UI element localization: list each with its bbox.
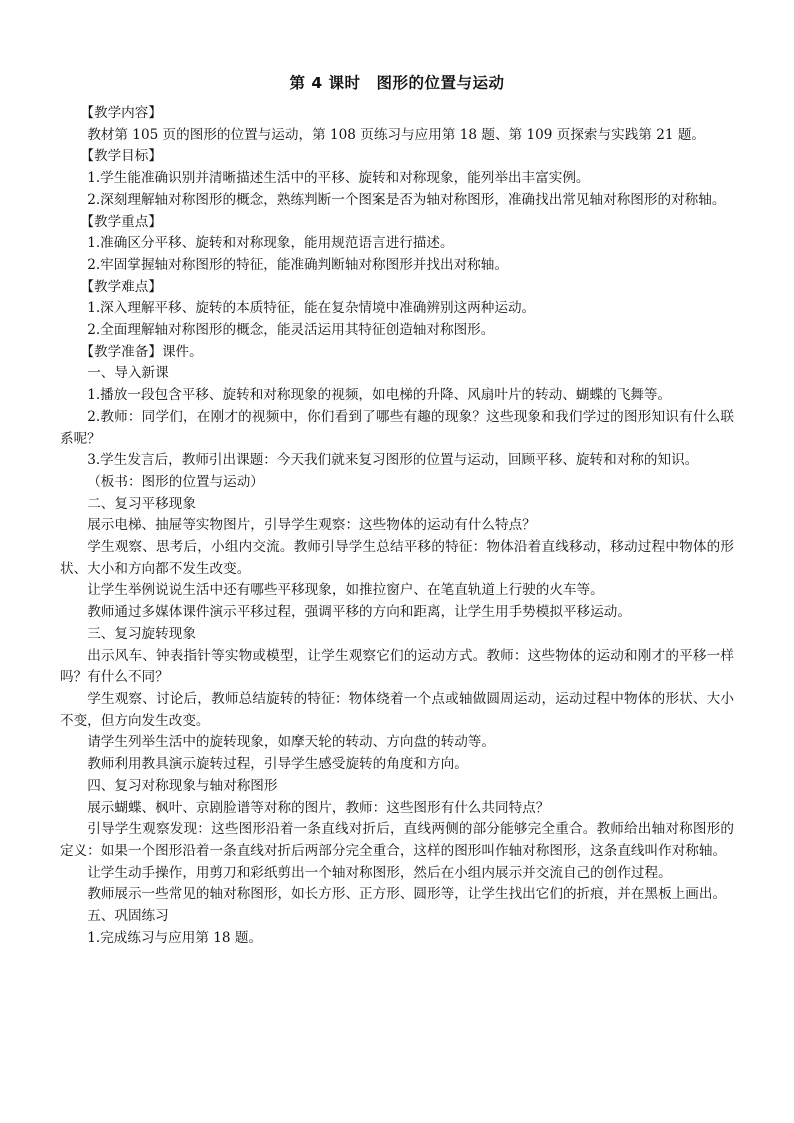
paragraph: 让学生举例说说生活中还有哪些平移现象，如推拉窗户、在笔直轨道上行驶的火车等。 xyxy=(87,582,604,599)
paragraph: （板书：图形的位置与运动） xyxy=(87,473,264,490)
paragraph: 1.深入理解平移、旋转的本质特征，能在复杂情境中准确辨别这两种运动。 xyxy=(87,300,536,317)
document-body xyxy=(60,103,734,949)
paragraph: 2.教师：同学们，在刚才的视频中，你们看到了哪些有趣的现象？这些现象和我们学过的图形知识有什么联系呢？ xyxy=(60,408,734,447)
section-heading: 四、复习对称现象与轴对称图形 xyxy=(87,777,278,794)
paragraph: 请学生列举生活中的旋转现象，如摩天轮的转动、方向盘的转动等。 xyxy=(87,734,495,751)
paragraph: 1.准确区分平移、旋转和对称现象，能用规范语言进行描述。 xyxy=(87,235,454,252)
section-heading: 二、复习平移现象 xyxy=(87,495,196,512)
paragraph: 2.深刻理解轴对称图形的概念，熟练判断一个图案是否为轴对称图形，准确找出常见轴对称图形的对称轴。 xyxy=(87,191,726,208)
paragraph: 教师通过多媒体课件演示平移过程，强调平移的方向和距离，让学生用手势模拟平移运动。 xyxy=(87,604,631,621)
paragraph: 2.牢固掌握轴对称图形的特征，能准确判断轴对称图形并找出对称轴。 xyxy=(87,256,508,273)
paragraph: 3.学生发言后，教师引出课题：今天我们就来复习图形的位置与运动，回顾平移、旋转和对称的知识。 xyxy=(87,452,699,469)
paragraph: 学生观察、思考后，小组内交流。教师引导学生总结平移的特征：物体沿着直线移动，移动过程中物体的形状、大小和方向都不发生改变。 xyxy=(60,539,734,577)
paragraph: 1.播放一段包含平移、旋转和对称现象的视频，如电梯的升降、风扇叶片的转动、蝴蝶的飞舞等。 xyxy=(87,387,672,404)
section-heading: 【教学内容】 xyxy=(80,105,162,121)
paragraph: 引导学生观察发现：这些图形沿着一条直线对折后，直线两侧的部分能够完全重合。教师给出轴对称图形的定义：如果一个图形沿着一条直线对折后两部分完全重合，这样的图形叫作轴对称图形，这条直线叫作对称轴。 xyxy=(60,821,734,859)
section-heading: 【教学难点】 xyxy=(80,278,162,295)
section-heading: 三、复习旋转现象 xyxy=(87,625,196,642)
paragraph: 1.完成练习与应用第 18 题。 xyxy=(87,929,263,946)
section-heading: 【教学目标】 xyxy=(80,148,162,165)
paragraph: 教师展示一些常见的轴对称图形，如长方形、正方形、圆形等，让学生找出它们的折痕，并在黑板上画出。 xyxy=(87,886,727,903)
paragraph: 教材第 105 页的图形的位置与运动，第 108 页练习与应用第 18 题、第 109 页探索与实践第 21 题。 xyxy=(87,126,706,143)
paragraph: 学生观察、讨论后，教师总结旋转的特征：物体绕着一个点或轴做圆周运动，运动过程中物体的形状、大小不变，但方向发生改变。 xyxy=(60,690,734,729)
section-heading: 【教学准备】课件。 xyxy=(80,343,203,360)
section-heading: 五、巩固练习 xyxy=(87,908,169,925)
paragraph: 出示风车、钟表指针等实物或模型，让学生观察它们的运动方式。教师：这些物体的运动和刚才的平移一样吗？有什么不同？ xyxy=(60,647,734,686)
section-heading: 【教学重点】 xyxy=(80,213,162,230)
section-heading: 一、导入新课 xyxy=(87,365,169,382)
paragraph: 让学生动手操作，用剪刀和彩纸剪出一个轴对称图形，然后在小组内展示并交流自己的创作过程。 xyxy=(87,864,672,881)
paragraph: 教师利用教具演示旋转过程，引导学生感受旋转的角度和方向。 xyxy=(87,756,468,773)
paragraph: 展示电梯、抽屉等实物图片，引导学生观察：这些物体的运动有什么特点？ xyxy=(87,517,536,534)
paragraph: 1.学生能准确识别并清晰描述生活中的平移、旋转和对称现象，能列举出丰富实例。 xyxy=(87,170,590,187)
paragraph: 2.全面理解轴对称图形的概念，能灵活运用其特征创造轴对称图形。 xyxy=(87,322,495,339)
paragraph: 展示蝴蝶、枫叶、京剧脸谱等对称的图片，教师：这些图形有什么共同特点？ xyxy=(87,799,550,816)
document-title: 第 4 课时 图形的位置与运动 xyxy=(289,74,505,92)
document-page xyxy=(60,72,734,949)
